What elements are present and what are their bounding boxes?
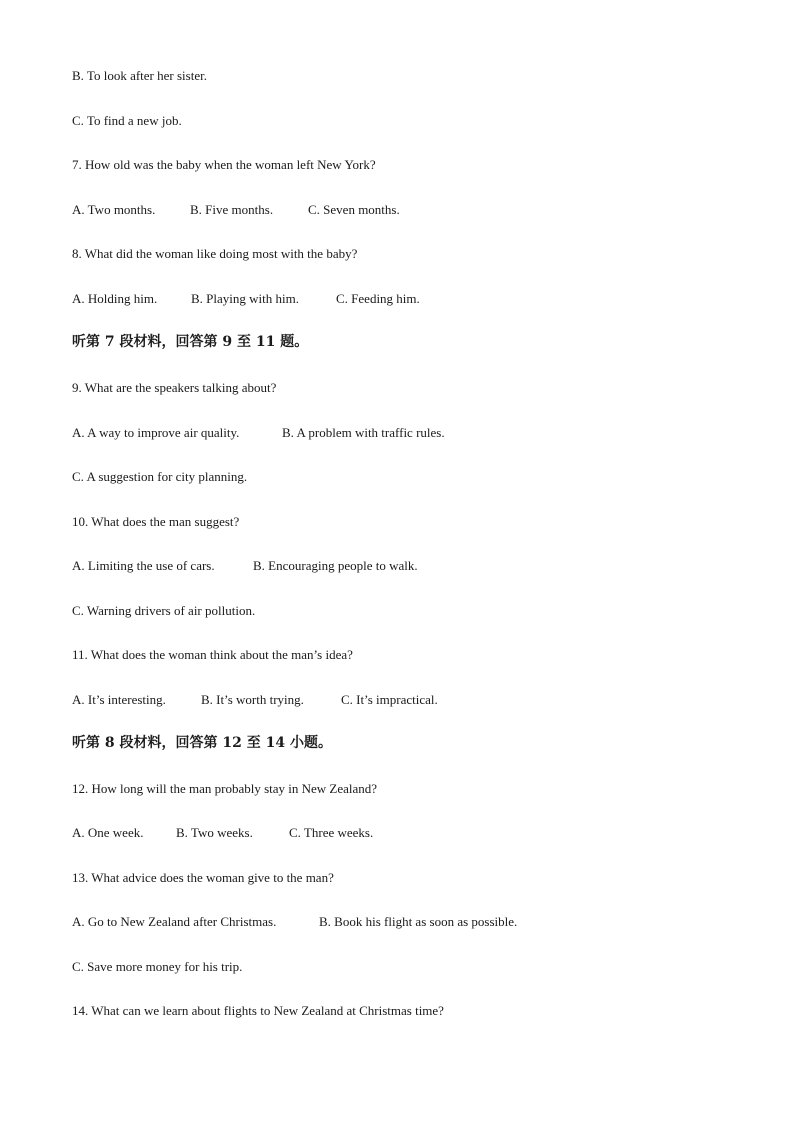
question-14: 14. What can we learn about flights to New Zealand at Christmas time? [72, 1003, 444, 1018]
question-13: 13. What advice does the woman give to the man? [72, 870, 334, 885]
question-9: 9. What are the speakers talking about? [72, 380, 277, 395]
question-8: 8. What did the woman like doing most with the baby? [72, 246, 358, 261]
question-12: 12. How long will the man probably stay in New Zealand? [72, 781, 378, 796]
option-b: B. Five months. [190, 202, 274, 217]
option-a: A. Two months. [72, 202, 156, 217]
option-line: C. To find a new job. [72, 113, 182, 128]
options-row-12 [72, 825, 373, 841]
option-c: C. Feeding him. [336, 291, 420, 306]
option-a: A. Limiting the use of cars. [72, 558, 215, 573]
question-7: 7. How old was the baby when the woman left New York? [72, 157, 376, 172]
option-b: B. A problem with traffic rules. [282, 425, 445, 440]
option-line: C. A suggestion for city planning. [72, 469, 248, 484]
option-a: A. It’s interesting. [72, 692, 166, 707]
options-row-11 [72, 692, 438, 708]
question-10: 10. What does the man suggest? [72, 514, 240, 529]
question-11: 11. What does the woman think about the man’s idea? [72, 647, 353, 662]
option-a: A. Holding him. [72, 291, 158, 306]
option-a: A. A way to improve air quality. [72, 425, 240, 440]
option-line: C. Save more money for his trip. [72, 959, 243, 974]
option-c: C. It’s impractical. [341, 692, 438, 707]
options-row-13 [72, 914, 517, 930]
option-a: A. One week. [72, 825, 144, 840]
option-line: C. Warning drivers of air pollution. [72, 603, 256, 618]
options-row-7 [72, 202, 400, 218]
option-b: B. Book his flight as soon as possible. [319, 914, 518, 929]
option-line: B. To look after her sister. [72, 68, 207, 83]
section-heading-7: 听第 7 段材料，回答第 9 至 11 题。 [72, 334, 309, 350]
option-b: B. Two weeks. [176, 825, 253, 840]
section-heading-8: 听第 8 段材料，回答第 12 至 14 小题。 [72, 735, 332, 751]
options-row-10 [72, 558, 418, 574]
option-a: A. Go to New Zealand after Christmas. [72, 914, 277, 929]
option-b: B. Playing with him. [191, 291, 299, 306]
option-c: C. Seven months. [308, 202, 400, 217]
option-b: B. Encouraging people to walk. [253, 558, 418, 573]
options-row-8 [72, 291, 420, 307]
option-c: C. Three weeks. [289, 825, 374, 840]
options-row-9 [72, 425, 445, 441]
option-b: B. It’s worth trying. [201, 692, 304, 707]
